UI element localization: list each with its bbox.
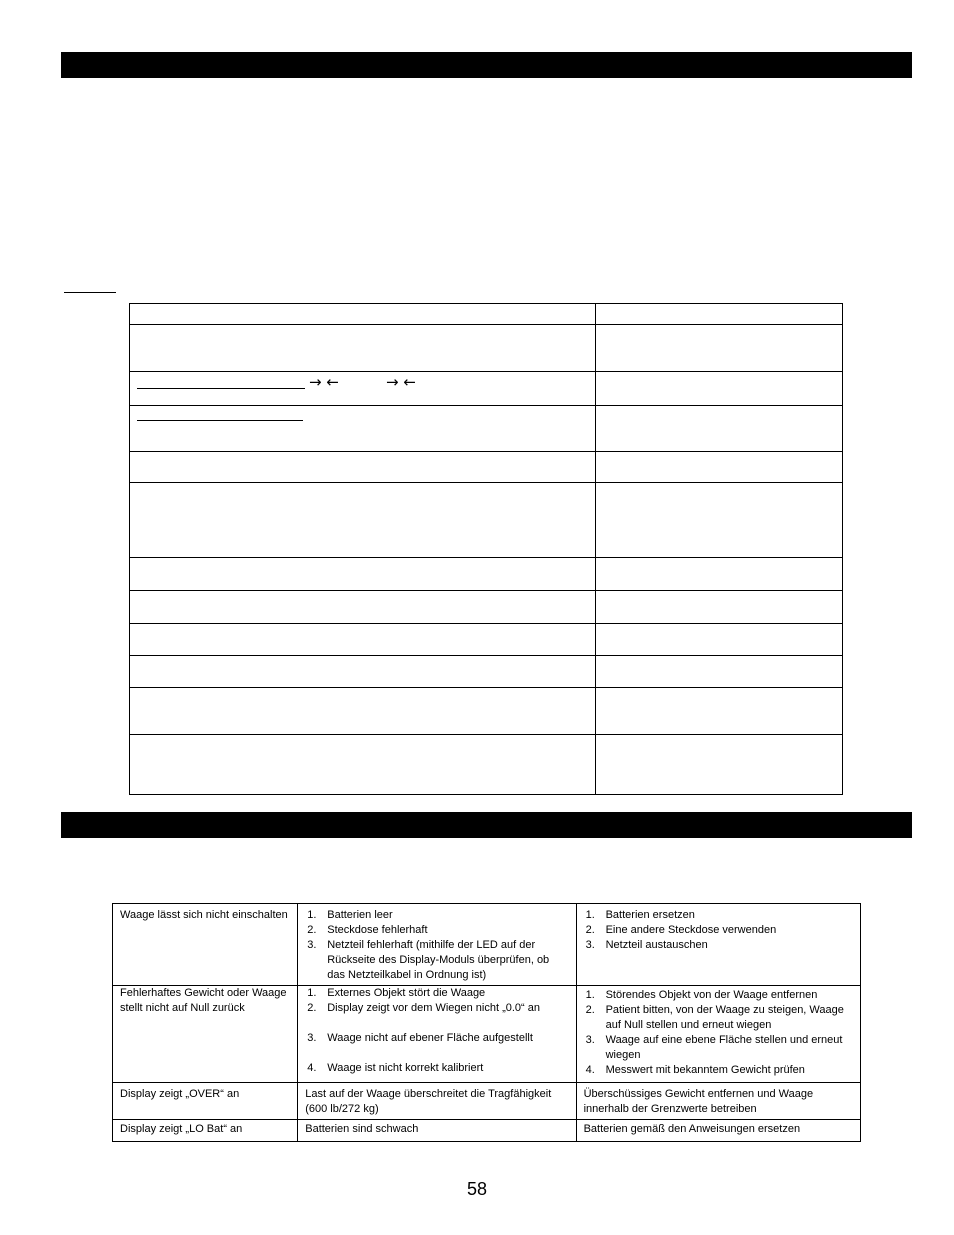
list-item: 3. Netzteil fehlerhaft (mithilfe der LED auf der Rückseite des Display-Moduls überprüfen, ob das Netzteilkabel in Ordnung ist) (307, 939, 550, 981)
table-row (113, 986, 861, 1083)
cell-underline (137, 420, 303, 421)
table-cell (596, 624, 843, 656)
table-cell (596, 372, 843, 406)
settings-table (129, 303, 843, 795)
cause-cell: Last auf der Waage überschreitet die Tragfähigkeit (600 lb/272 kg) (298, 1083, 576, 1120)
table-row (130, 735, 843, 795)
arrows-icon: → ← (309, 373, 339, 391)
list-item: 1. Batterien leer (307, 909, 393, 921)
troubleshooting-header-bar (61, 812, 912, 838)
table-cell (596, 452, 843, 483)
list-item: 2. Display zeigt vor dem Wiegen nicht „0.0“ an (307, 1002, 540, 1014)
solution-cell: Überschüssiges Gewicht entfernen und Waage innerhalb der Grenzwerte betreiben (576, 1083, 860, 1120)
list-item: 1. Externes Objekt stört die Waage (307, 987, 486, 999)
table-cell (596, 656, 843, 688)
cause-cell (298, 904, 576, 986)
table-row (113, 904, 861, 986)
section-header-bar (61, 52, 912, 78)
solution-cell (576, 986, 860, 1083)
table-row (113, 1120, 861, 1142)
cell-underline (137, 388, 305, 389)
cause-cell: Batterien sind schwach (298, 1120, 576, 1142)
list-item: 2. Eine andere Steckdose verwenden (585, 924, 777, 936)
table-row (130, 624, 843, 656)
table-row (130, 558, 843, 591)
list-item: 3. Netzteil austauschen (585, 939, 708, 951)
table-row (130, 304, 843, 325)
list-item: 3. Waage nicht auf ebener Fläche aufgestellt (307, 1032, 533, 1044)
list-item: 4. Messwert mit bekanntem Gewicht prüfen (585, 1064, 805, 1076)
table-cell (596, 735, 843, 795)
table-row (130, 591, 843, 624)
cause-cell (298, 986, 576, 1083)
table-cell (130, 406, 596, 452)
list-item: 1. Batterien ersetzen (585, 909, 695, 921)
table-cell (596, 304, 843, 325)
table-row (113, 1083, 861, 1120)
note-underline (64, 292, 116, 293)
table-cell (130, 735, 596, 795)
table-cell (130, 688, 596, 735)
table-row (130, 656, 843, 688)
table-row (130, 406, 843, 452)
table-row (130, 452, 843, 483)
problem-cell: Display zeigt „LO Bat“ an (113, 1120, 298, 1142)
page-number: 58 (466, 1179, 488, 1199)
table-row (130, 483, 843, 558)
table-cell (130, 304, 596, 325)
list-item: 2. Patient bitten, von der Waage zu steigen, Waage auf Null stellen und erneut wiegen (585, 1004, 844, 1031)
table-cell (130, 325, 596, 372)
list-item: 2. Steckdose fehlerhaft (307, 924, 428, 936)
table-cell (130, 558, 596, 591)
table-cell (130, 591, 596, 624)
table-row (130, 325, 843, 372)
problem-cell: Fehlerhaftes Gewicht oder Waage stellt nicht auf Null zurück (113, 986, 298, 1083)
troubleshooting-table (112, 903, 861, 1142)
problem-cell: Display zeigt „OVER“ an (113, 1083, 298, 1120)
table-cell (596, 688, 843, 735)
problem-cell: Waage lässt sich nicht einschalten (113, 904, 298, 986)
table-cell (596, 325, 843, 372)
solution-cell: Batterien gemäß den Anweisungen ersetzen (576, 1120, 860, 1142)
arrows-icon: → ← (386, 373, 416, 391)
table-row (130, 372, 843, 406)
table-cell (596, 406, 843, 452)
table-cell (130, 452, 596, 483)
table-row (130, 688, 843, 735)
table-cell (596, 483, 843, 558)
table-cell (596, 591, 843, 624)
table-cell (596, 558, 843, 591)
table-cell (130, 656, 596, 688)
table-cell (130, 624, 596, 656)
list-item: 4. Waage ist nicht korrekt kalibriert (307, 1062, 484, 1074)
table-cell (130, 372, 596, 406)
table-cell (130, 483, 596, 558)
list-item: 1. Störendes Objekt von der Waage entfernen (585, 989, 818, 1001)
list-item: 3. Waage auf eine ebene Fläche stellen und erneut wiegen (585, 1034, 843, 1061)
solution-cell (576, 904, 860, 986)
